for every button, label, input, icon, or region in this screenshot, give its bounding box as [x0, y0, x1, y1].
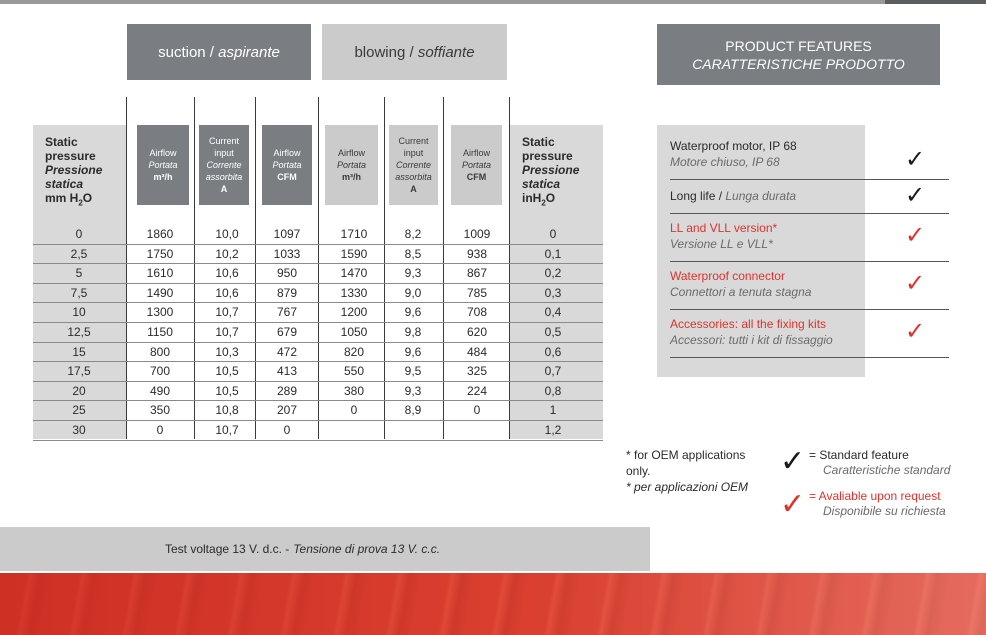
legend-request-en: = Avaliable upon request	[809, 489, 941, 503]
table-row	[33, 381, 603, 402]
table-cell: 0,7	[544, 364, 562, 379]
oem-note	[626, 447, 766, 495]
table-cell: 0,4	[544, 305, 562, 320]
blowing-header	[322, 24, 507, 80]
check-icon: ✓	[905, 222, 926, 249]
legend-request-it: Disponibile su richiesta	[823, 504, 946, 518]
table-cell: 10,7	[215, 423, 239, 437]
feature-label-it: Connettori a tenuta stagna	[670, 285, 812, 299]
table-row	[33, 302, 603, 323]
table-cell: 10	[72, 305, 86, 320]
table-cell: 0	[350, 403, 358, 418]
table-cell: 9,6	[404, 305, 422, 320]
feature-label-it: Versione LL e VLL*	[670, 237, 773, 251]
table-cell: 15	[72, 344, 86, 359]
static-pressure-in-header	[510, 125, 603, 223]
table-cell: 9,6	[404, 344, 422, 359]
header-line: pressure	[522, 149, 573, 163]
header-line: pressure	[45, 149, 96, 163]
table-cell: 10,7	[215, 305, 239, 320]
table-cell: 207	[276, 403, 298, 418]
table-row	[33, 322, 603, 343]
table-cell: 679	[276, 325, 298, 339]
table-cell: 0,3	[544, 285, 562, 300]
table-cell	[327, 420, 382, 440]
table-cell: 550	[343, 364, 365, 379]
table-cell: 1330	[340, 285, 368, 300]
table-cell: 9,0	[404, 285, 422, 300]
table-cell: 0,6	[544, 344, 562, 359]
table-cell: 224	[466, 383, 488, 398]
table-cell: 17,5	[67, 364, 91, 379]
table-cell: 1590	[340, 246, 368, 261]
table-cell: 1490	[146, 285, 174, 300]
table-cell: 1,2	[544, 423, 562, 437]
test-voltage-it: Tensione di prova 13 V. c.c.	[293, 542, 441, 556]
table-row	[33, 420, 603, 441]
features-header-en: PRODUCT FEATURES	[725, 37, 872, 54]
feature-label: Waterproof motor, IP 68	[670, 139, 797, 153]
table-cell: 0,8	[544, 383, 562, 398]
table-cell: 1033	[273, 246, 301, 261]
suction-header	[127, 24, 311, 80]
table-row	[33, 283, 603, 304]
static-pressure-mm-header	[33, 125, 126, 223]
table-cell: 0	[156, 423, 164, 437]
feature-row	[670, 316, 949, 358]
table-cell: 0,1	[544, 246, 562, 261]
table-cell: 0	[75, 227, 83, 241]
suction-header-it: aspirante	[218, 43, 280, 61]
table-cell: 1710	[340, 227, 368, 241]
header-unit: mm $H_2O$	[45, 191, 93, 208]
check-icon: ✓	[905, 146, 926, 173]
table-cell: 1009	[463, 227, 491, 241]
table-cell: 10,7	[215, 325, 239, 339]
features-header-it: CARATTERISTICHE PRODOTTO	[692, 55, 905, 72]
table-cell: 1050	[340, 325, 368, 339]
blowing-header-en: blowing /	[354, 43, 414, 61]
table-cell: 800	[149, 344, 171, 359]
table-row	[33, 244, 603, 265]
feature-label: Accessories: all the fixing kits	[670, 317, 827, 331]
legend-request	[809, 489, 969, 519]
table-cell: 10,3	[215, 344, 239, 359]
table-cell: 620	[466, 325, 488, 339]
feature-row	[670, 268, 949, 310]
feature-label-it: Lunga durata	[725, 189, 797, 203]
footer-graphic-overlay	[0, 573, 986, 635]
table-cell: 9,3	[404, 383, 422, 398]
table-cell: 0	[283, 423, 291, 437]
table-cell: 0,2	[544, 266, 562, 281]
blowing-airflow-cfm-header: Airflow Portata CFM	[451, 125, 502, 205]
table-cell: 1610	[146, 266, 174, 281]
table-cell: 879	[276, 285, 298, 300]
header-unit: inH$_2$O	[522, 191, 556, 208]
feature-label: Long life /	[670, 189, 726, 203]
table-cell: 2,5	[70, 246, 88, 261]
table-cell: 490	[149, 383, 171, 398]
header-line: statica	[522, 177, 561, 191]
suction-airflow-m3h-header: Airflow Portata m³/h	[137, 125, 189, 205]
table-cell: 413	[276, 364, 298, 379]
check-icon: ✓	[905, 318, 926, 345]
table-cell: 1200	[340, 305, 368, 320]
table-cell: 25	[72, 403, 86, 418]
table-cell: 5	[75, 266, 83, 281]
features-header	[657, 24, 940, 85]
table-cell: 325	[466, 364, 488, 379]
top-rule-accent	[885, 0, 986, 4]
table-row	[33, 342, 603, 363]
table-row	[33, 361, 603, 382]
table-cell	[386, 420, 441, 440]
feature-row	[670, 220, 949, 262]
table-cell: 0	[549, 227, 557, 241]
table-cell: 1097	[273, 227, 301, 241]
test-voltage-en: Test voltage 13 V. d.c. -	[165, 542, 290, 556]
table-cell: 950	[276, 266, 298, 281]
oem-note-en: * for OEM applications only.	[626, 448, 746, 478]
table-cell: 10,8	[215, 403, 239, 418]
feature-row	[670, 180, 949, 214]
table-cell: 767	[276, 305, 298, 320]
table-cell: 0	[473, 403, 481, 418]
table-cell: 1860	[146, 227, 174, 241]
table-cell: 7,5	[70, 285, 88, 300]
table-cell	[450, 420, 505, 440]
suction-header-en: suction /	[158, 43, 214, 61]
table-cell: 10,5	[215, 383, 239, 398]
table-cell: 1150	[147, 325, 173, 339]
table-cell: 0,5	[544, 325, 562, 339]
table-cell: 1	[549, 403, 557, 418]
table-cell: 1750	[146, 246, 174, 261]
table-cell: 10,2	[215, 246, 239, 261]
table-cell: 10,0	[215, 227, 239, 241]
blowing-airflow-m3h-header: Airflow Portata m³/h	[325, 125, 378, 205]
table-cell: 8,9	[404, 403, 422, 418]
suction-airflow-cfm-header: Airflow Portata CFM	[262, 125, 312, 205]
table-cell: 484	[466, 344, 488, 359]
legend-standard-it: Caratteristiche standard	[823, 463, 951, 477]
header-line: Pressione	[522, 163, 580, 177]
table-cell: 820	[343, 344, 365, 359]
check-icon: ✓	[780, 488, 806, 521]
table-cell: 8,2	[404, 227, 422, 241]
table-cell: 350	[149, 403, 171, 418]
feature-label: Waterproof connector	[670, 269, 785, 283]
table-cell: 380	[343, 383, 365, 398]
table-cell: 867	[466, 266, 488, 281]
table-cell: 10,6	[215, 285, 239, 300]
blowing-current-header: Current input Corrente assorbita A	[389, 125, 438, 205]
table-cell: 30	[72, 423, 86, 437]
table-cell: 708	[466, 305, 488, 320]
table-row	[33, 263, 603, 284]
check-icon: ✓	[905, 182, 926, 209]
table-cell: 1470	[340, 266, 368, 281]
table-cell: 20	[72, 383, 86, 398]
oem-note-it: * per applicazioni OEM	[626, 480, 749, 494]
legend-standard	[809, 448, 959, 478]
feature-label-it: Motore chiuso, IP 68	[670, 155, 780, 169]
header-line: Static	[522, 135, 555, 149]
feature-label-it: Accessori: tutti i kit di fissaggio	[670, 333, 833, 347]
table-cell: 9,3	[404, 266, 422, 281]
table-cell: 10,5	[215, 364, 239, 379]
table-cell: 472	[276, 344, 298, 359]
table-cell: 10,6	[215, 266, 239, 281]
top-rule	[0, 0, 986, 4]
table-row	[33, 224, 603, 245]
table-cell: 9,5	[404, 364, 422, 379]
blowing-header-it: soffiante	[417, 43, 475, 61]
check-icon: ✓	[780, 445, 806, 478]
header-line: Static	[45, 135, 78, 149]
table-cell: 12,5	[67, 325, 91, 339]
table-cell: 700	[149, 364, 171, 379]
table-cell: 289	[276, 383, 298, 398]
test-voltage-bar	[0, 527, 650, 571]
table-cell: 9,8	[404, 325, 422, 339]
legend-standard-en: = Standard feature	[809, 448, 909, 462]
table-cell: 1300	[146, 305, 174, 320]
check-icon: ✓	[905, 270, 926, 297]
suction-current-header: Current input Corrente assorbita A	[199, 125, 249, 205]
feature-label: LL and VLL version*	[670, 221, 778, 235]
header-line: Pressione	[45, 163, 103, 177]
feature-row	[670, 138, 949, 180]
table-cell: 785	[466, 285, 488, 300]
table-row	[33, 400, 603, 421]
table-cell: 938	[466, 246, 488, 261]
table-cell: 8,5	[404, 246, 422, 261]
header-line: statica	[45, 177, 84, 191]
